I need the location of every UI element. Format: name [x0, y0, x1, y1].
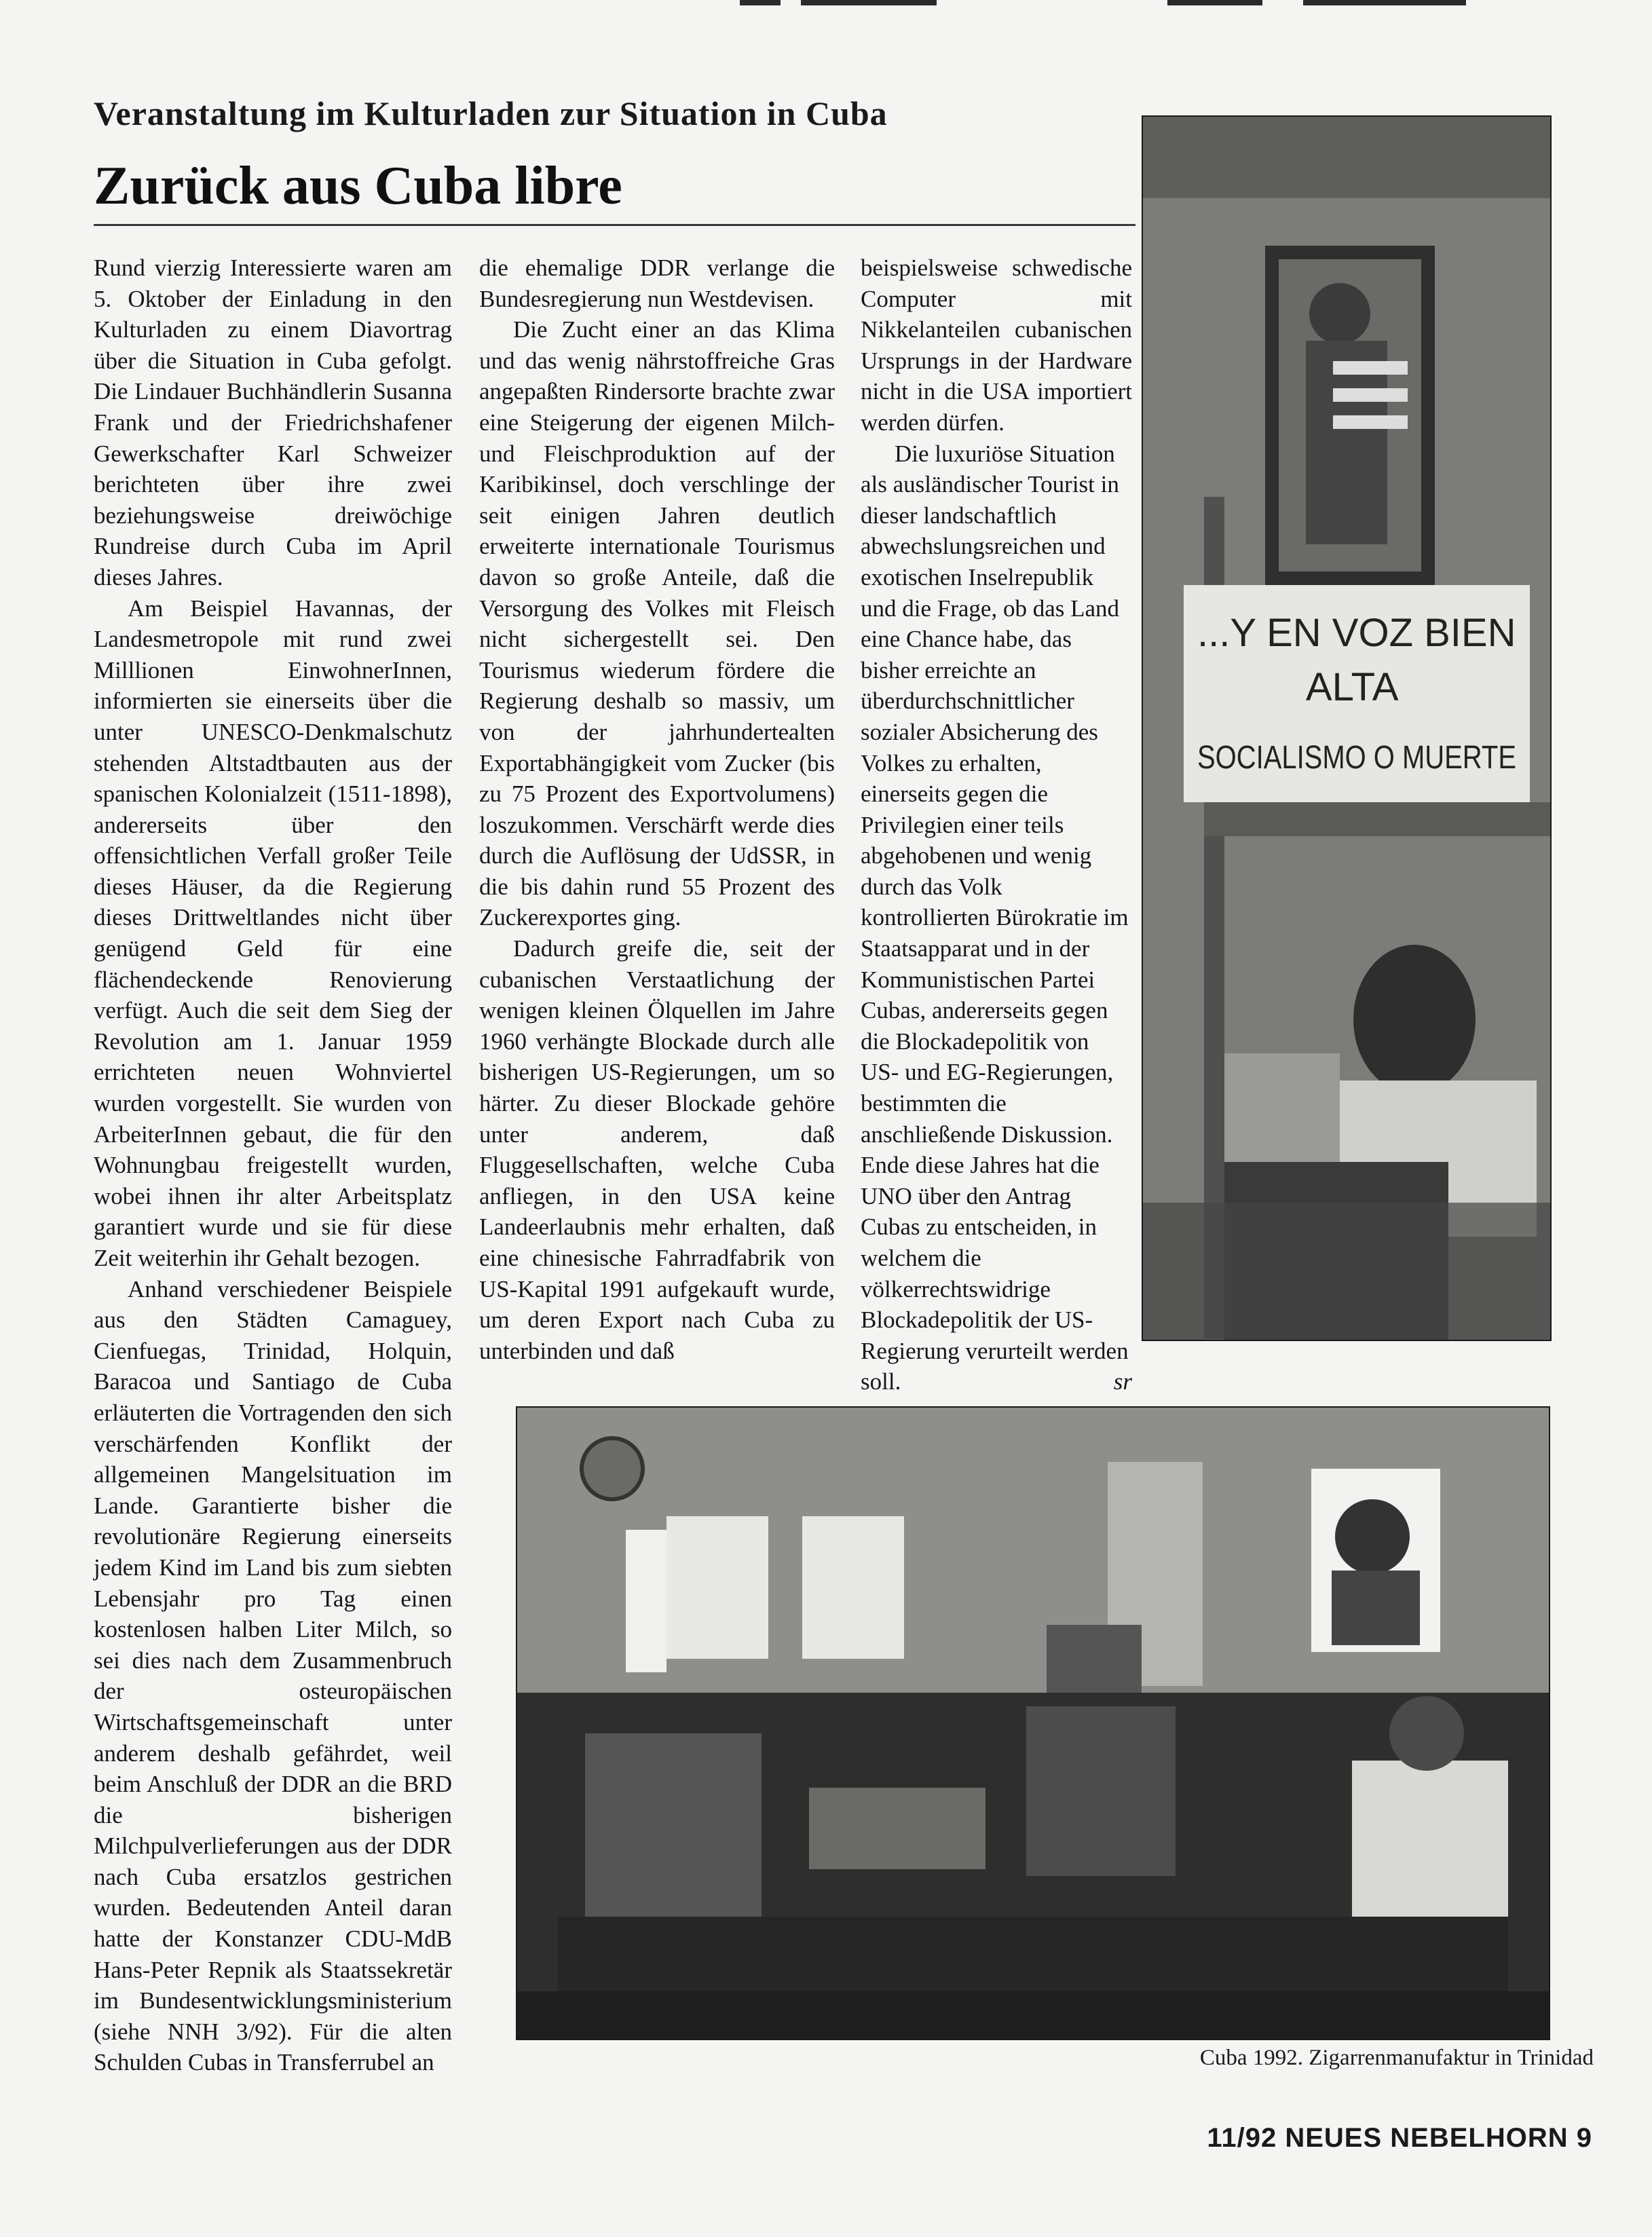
sign-line-2: ALTA [1306, 665, 1399, 709]
photo-caption: Cuba 1992. Zigarrenmanufaktur in Trinidad [1199, 2046, 1594, 2070]
paragraph: Rund vierzig Interessierte waren am 5. Oktober der Einladung in den Kulturladen zu einem Diavortrag über die Situation in Cuba gefolgt. Die Lindauer Buchhändlerin Susanna Frank und der Friedrichshafener Gewerkschafter Karl Schweizer berichteten über ihre zwei beziehungsweise dreiwöchige Rundreise durch Cuba im April dieses Jahres. [94, 255, 452, 590]
paragraph-text: Die luxuriöse Situation als ausländischer Tourist in dieser landschaftlich abwechslungsreichen und exotischen Inselrepublik und die Frage, ob das Land eine Chance habe, das bisher erreichte an überdurchschnittlicher sozialer Absicherung des Volkes zu erhalten, einerseits gegen die Privilegien einer teils abgehobenen und wenig durch das Volk kontrollierten Bürokratie im Staatsapparat und in der Kommunistischen Partei Cubas, andererseits gegen die Blockadepolitik von US- und EG-Regierungen, bestimmten die anschließende Diskussion. Ende diese Jahres hat die UNO über den Antrag Cubas zu entscheiden, in welchem die völkerrechtswidrige Blockadepolitik der US-Regierung verurteilt werden soll. [861, 440, 1129, 1395]
article-column-1 [94, 252, 452, 2078]
article-column-2 [479, 252, 835, 1366]
paragraph-final [861, 438, 1132, 1397]
sign-line-1: ...Y EN VOZ BIEN [1197, 611, 1516, 655]
paragraph: Dadurch greife die, seit der cubanischen Verstaatlichung der wenigen kleinen Ölquellen im Jahre 1960 verhängte Blockade durch alle bisherigen US-Regierungen, um so härter. Zu dieser Blockade gehöre unter anderem, daß Fluggesellschaften, welche Cuba anfliegen, in den USA keine Landeerlaubnis mehr erhalten, daß eine chinesische Fahrradfabrik von US-Kapital 1991 aufgekauft wurde, um deren Export nach Cuba zu unterbinden und daß [479, 935, 835, 1364]
paragraph: Anhand verschiedener Beispiele aus den Städten Camaguey, Cienfuegas, Trinidad, Holquin, Baracoa und Santiago de Cuba erläuterten die Vortragenden den sich verschärfenden Konflikt der allgemeinen Mangelsituation im Lande. Garantierte bisher die revolutionäre Regierung einerseits jedem Kind im Land bis zum siebten Lebensjahr pro Tag einen kostenlosen halben Liter Milch, so sei dies nach dem Zusammenbruch der osteuropäischen Wirtschaftsgemeinschaft unter anderem deshalb gefährdet, weil beim Anschluß der DDR an die BRD die bisherigen Milchpulverlieferungen aus der DDR nach Cuba ersatzlos gestrichen wurden. Bedeutenden Anteil daran hatte der Konstanzer CDU-MdB Hans-Peter Repnik als Staatssekretär im Bundesentwicklungsministerium (siehe NNH 3/92). Für die alten Schulden Cubas in Transferrubel an [94, 1275, 452, 2076]
author-signature: sr [1113, 1368, 1132, 1395]
scan-artifact [740, 0, 781, 5]
article-kicker: Veranstaltung im Kulturladen zur Situation in Cuba [94, 94, 888, 132]
page-footer [1154, 2123, 1592, 2154]
headline-rule [94, 224, 1135, 226]
paragraph: Die Zucht einer an das Klima und das wenig nährstoffreiche Gras angepaßten Rindersorte brachte zwar eine Steigerung der eigenen Milch- und Fleischproduktion auf der Karibikinsel, doch verschlinge der seit einigen Jahren deutlich erweiterte internationale Tourismus davon so große Anteile, daß die Versorgung des Volkes mit Fleisch nicht sichergestellt sei. Den Tourismus wiederum fördere die Regierung deshalb so massiv, um von der jahrhundertealten Exportabhängigkeit vom Zucker (bis zu 75 Prozent des Exportvolumens) loszukommen. Verschärft werde dies durch die Auflösung der UdSSR, in die bis dahin rund 55 Prozent des Zuckerexportes ging. [479, 316, 835, 931]
issue-label: 11/92 NEUES NEBELHORN [1207, 2123, 1569, 2153]
paragraph: Am Beispiel Havannas, der Landesmetropole mit rund zwei Milllionen EinwohnerInnen, informierten sie einerseits über die unter UNESCO-Denkmalschutz stehenden Altstadtbauten aus der spanischen Kolonialzeit (1511-1898), andererseits über den offensichtlichen Verfall großer Teile dieses Häuser, da die Regierung dieses Drittweltlandes nicht über genügend Geld für eine flächendeckende Renovierung verfügt. Auch die seit dem Sieg der Revolution am 1. Januar 1959 errichteten neuen Wohnviertel wurden vorgestellt. Sie wurden von ArbeiterInnen gebaut, die für den Wohnungbau freigestellt wurden, wobei ihnen ihr alter Arbeitsplatz garantiert wurde und sie für diese Zeit weiterhin ihr Gehalt bezogen. [94, 595, 452, 1271]
paragraph: beispielsweise schwedische Computer mit Nikkelanteilen cubanischen Ursprungs in der Hardware nicht in die USA importiert werden dürfen. [861, 255, 1132, 436]
photo-poster-and-sign [1142, 115, 1552, 1341]
paragraph: die ehemalige DDR verlange die Bundesregierung nun Westdevisen. [479, 255, 835, 312]
photo-poster-graphic [1143, 117, 1550, 1340]
article-column-3 [861, 252, 1132, 1397]
scan-artifact [1303, 0, 1466, 5]
scan-artifact [801, 0, 937, 5]
photo-factory-graphic [517, 1408, 1549, 2039]
photo-cigar-factory [516, 1406, 1550, 2040]
article-headline: Zurück aus Cuba libre [94, 156, 622, 216]
sign-line-3: SOCIALISMO O MUERTE [1197, 740, 1516, 776]
page-number: 9 [1576, 2123, 1592, 2153]
scan-artifact [1167, 0, 1262, 5]
